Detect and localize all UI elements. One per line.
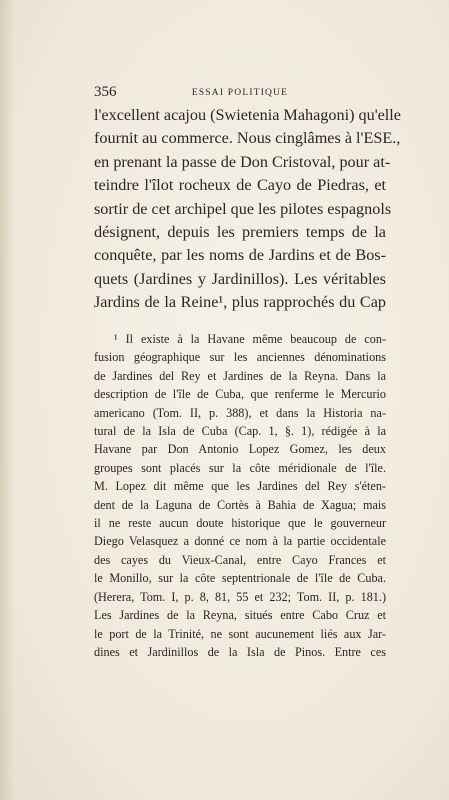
footnote-line: de Jardines del Rey et Jardines de la Reyna. Dans la — [94, 368, 386, 383]
footnote-line: le Monillo, sur la côte septentrionale de l'île de Cuba. — [94, 571, 386, 586]
footnote-line: M. Lopez dit même que les Jardines del Rey s'éten- — [94, 479, 386, 494]
footnote-line: il ne reste aucun doute historique que le gouverneur — [94, 516, 386, 531]
footnote-line: le port de la Trinité, ne sont aucunement liés aux Jar- — [94, 626, 386, 641]
footnote-line: americano (Tom. II, p. 388), et dans la Historia na- — [94, 405, 386, 420]
footnote-line: des cayes du Vieux-Canal, entre Cayo Frances et — [94, 552, 386, 567]
footnote-line: dines et Jardinillos de la Isla de Pinos. Entre ces — [94, 644, 386, 659]
running-title: ESSAI POLITIQUE — [191, 88, 289, 98]
footnote-line: groupes sont placés sur la côte méridionale de l'île. — [94, 460, 386, 475]
body-line: Jardins de la Reine¹, plus rapprochés du Cap — [94, 293, 386, 312]
body-line: teindre l'îlot rocheux de Cayo de Piedras, et — [94, 176, 386, 195]
body-line: fournit au commerce. Nous cinglâmes à l'ESE., — [94, 129, 401, 148]
page-number: 356 — [94, 84, 117, 100]
page-gutter-shadow — [0, 0, 14, 800]
body-line: en prenant la passe de Don Cristoval, pour at- — [94, 152, 391, 171]
body-line: sortir de cet archipel que les pilotes espagnols — [94, 199, 392, 218]
footnote-line: (Herera, Tom. I, p. 8, 81, 55 et 232; Tom. II, p. 181.) — [94, 589, 386, 604]
page-header — [94, 84, 386, 100]
body-line: l'excellent acajou (Swietenia Mahagoni) qu'elle — [94, 106, 401, 124]
footnote-line: Havane par Don Antonio Lopez Gomez, les deux — [94, 442, 386, 457]
body-line: désignent, depuis les premiers temps de la — [94, 223, 386, 242]
footnote-line: Diego Velasquez a donné ce nom à la partie occidentale — [94, 534, 386, 549]
body-line: quets (Jardines y Jardinillos). Les véritables — [94, 269, 386, 288]
footnote-line: ¹ Il existe à la Havane même beaucoup de con- — [114, 332, 386, 346]
footnote-line: dent de la Laguna de Cortès à Bahia de Xagua; mais — [94, 497, 386, 512]
footnote-line: description de l'île de Cuba, que renferme le Mercurio — [94, 387, 386, 402]
body-line: conquête, par les noms de Jardins et de Bos- — [94, 246, 386, 265]
footnote-line: tural de la Isla de Cuba (Cap. 1, §. 1), rédigée à la — [94, 424, 386, 439]
footnote — [94, 330, 386, 661]
footnote-line: fusion géographique sur les anciennes dénominations — [94, 350, 386, 365]
main-text — [94, 104, 401, 315]
footnote-line: Les Jardines de la Reyna, situés entre Cabo Cruz et — [94, 608, 386, 623]
